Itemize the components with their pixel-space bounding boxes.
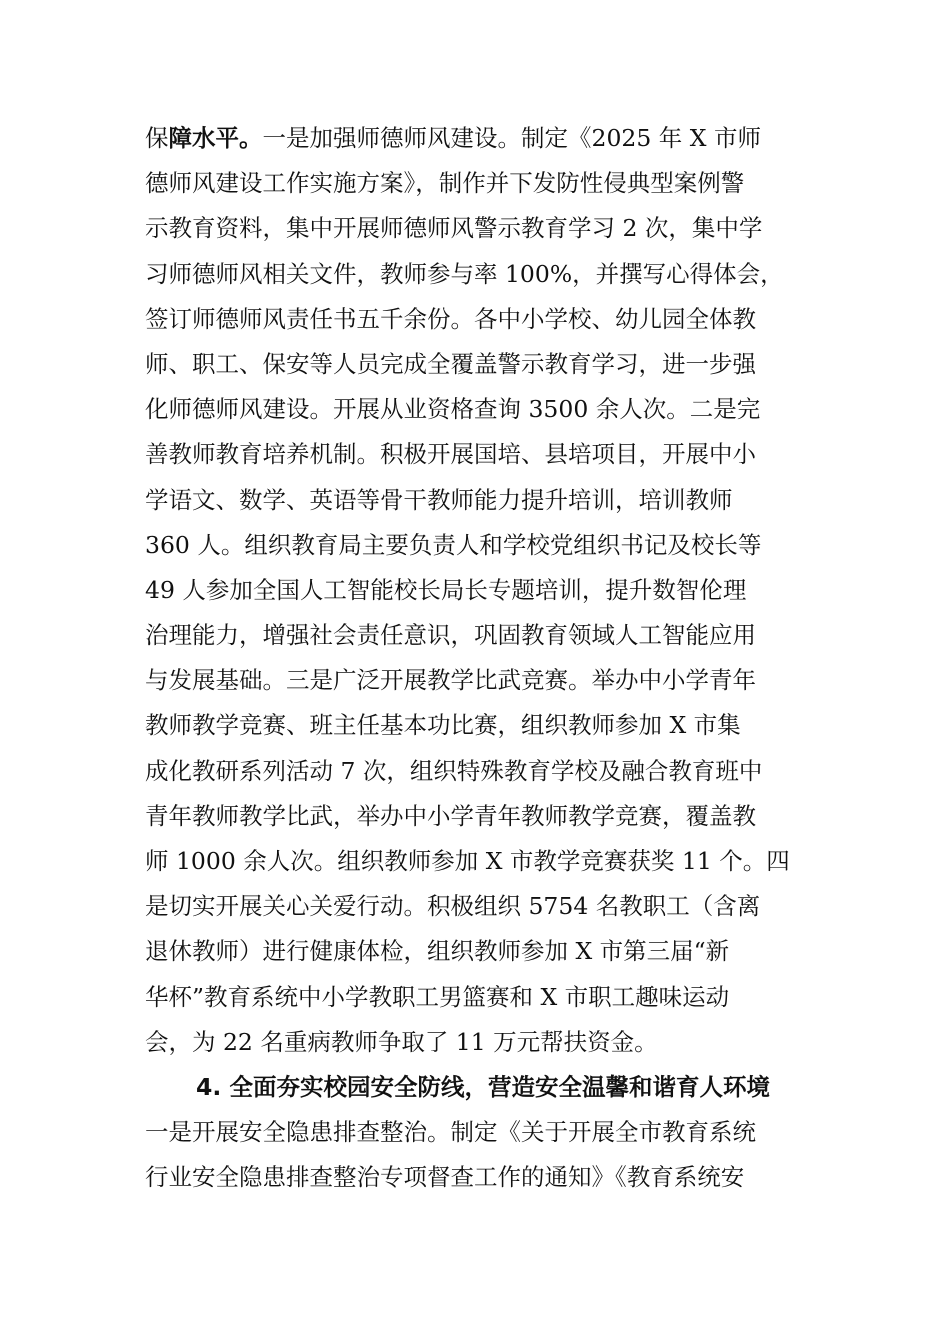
text-line: 教师教学竞赛、班主任基本功比赛，组织教师参加 X 市集 <box>145 711 741 740</box>
text-line: 学语文、数学、英语等骨干教师能力提升培训，培训教师 <box>145 485 733 514</box>
text-line: 青年教师教学比武，举办中小学青年教师教学竞赛，覆盖教 <box>145 801 756 830</box>
text-line: 成化教研系列活动 7 次，组织特殊教育学校及融合教育班中 <box>145 756 763 785</box>
text-line: 华杯”教育系统中小学教职工男篮赛和 X 市职工趣味运动 <box>145 982 730 1011</box>
text-line <box>145 116 810 161</box>
text-line: 师、职工、保安等人员完成全覆盖警示教育学习，进一步强 <box>145 349 756 378</box>
text-line: 签订师德师风责任书五千余份。各中小学校、幼儿园全体教 <box>145 304 756 333</box>
text-line: 化师德师风建设。开展从业资格查询 3500 余人次。二是完 <box>145 395 761 424</box>
text-line: 是切实开展关心关爱行动。积极组织 5754 名教职工（含离 <box>145 892 761 921</box>
text-line: 会，为 22 名重病教师争取了 11 万元帮扶资金。 <box>145 1027 658 1056</box>
bold-phrase: 障水平。 <box>168 124 263 152</box>
text-line: 行业安全隐患排查整治专项督查工作的通知》《教育系统安 <box>145 1163 745 1192</box>
line-rest-text: 一是加强师德师风建设。制定《2025 年 X 市师 <box>262 124 761 152</box>
text-line: 一是开展安全隐患排查整治。制定《关于开展全市教育系统 <box>145 1118 756 1147</box>
text-line: 善教师教育培养机制。积极开展国培、县培项目，开展中小 <box>145 440 756 469</box>
text-line: 示教育资料，集中开展师德师风警示教育学习 2 次，集中学 <box>145 214 763 243</box>
text-line: 49 人参加全国人工智能校长局长专题培训，提升数智伦理 <box>145 575 747 604</box>
body-text <box>145 116 810 1201</box>
text-line: 德师风建设工作实施方案》，制作并下发防性侵典型案例警 <box>145 169 745 198</box>
text-line: 360 人。组织教育局主要负责人和学校党组织书记及校长等 <box>145 530 762 559</box>
line-lead-text: 保 <box>145 124 169 152</box>
section-heading: 4. 全面夯实校园安全防线，营造安全温馨和谐育人环境 <box>196 1072 770 1101</box>
text-line: 退休教师）进行健康体检，组织教师参加 X 市第三届“新 <box>145 937 730 966</box>
text-line: 与发展基础。三是广泛开展教学比武竞赛。举办中小学青年 <box>145 666 756 695</box>
text-line: 习师德师风相关文件，教师参与率 100%，并撰写心得体会， <box>145 259 784 288</box>
text-line: 师 1000 余人次。组织教师参加 X 市教学竞赛获奖 11 个。四 <box>145 847 790 875</box>
text-line: 治理能力，增强社会责任意识，巩固教育领域人工智能应用 <box>145 621 756 650</box>
